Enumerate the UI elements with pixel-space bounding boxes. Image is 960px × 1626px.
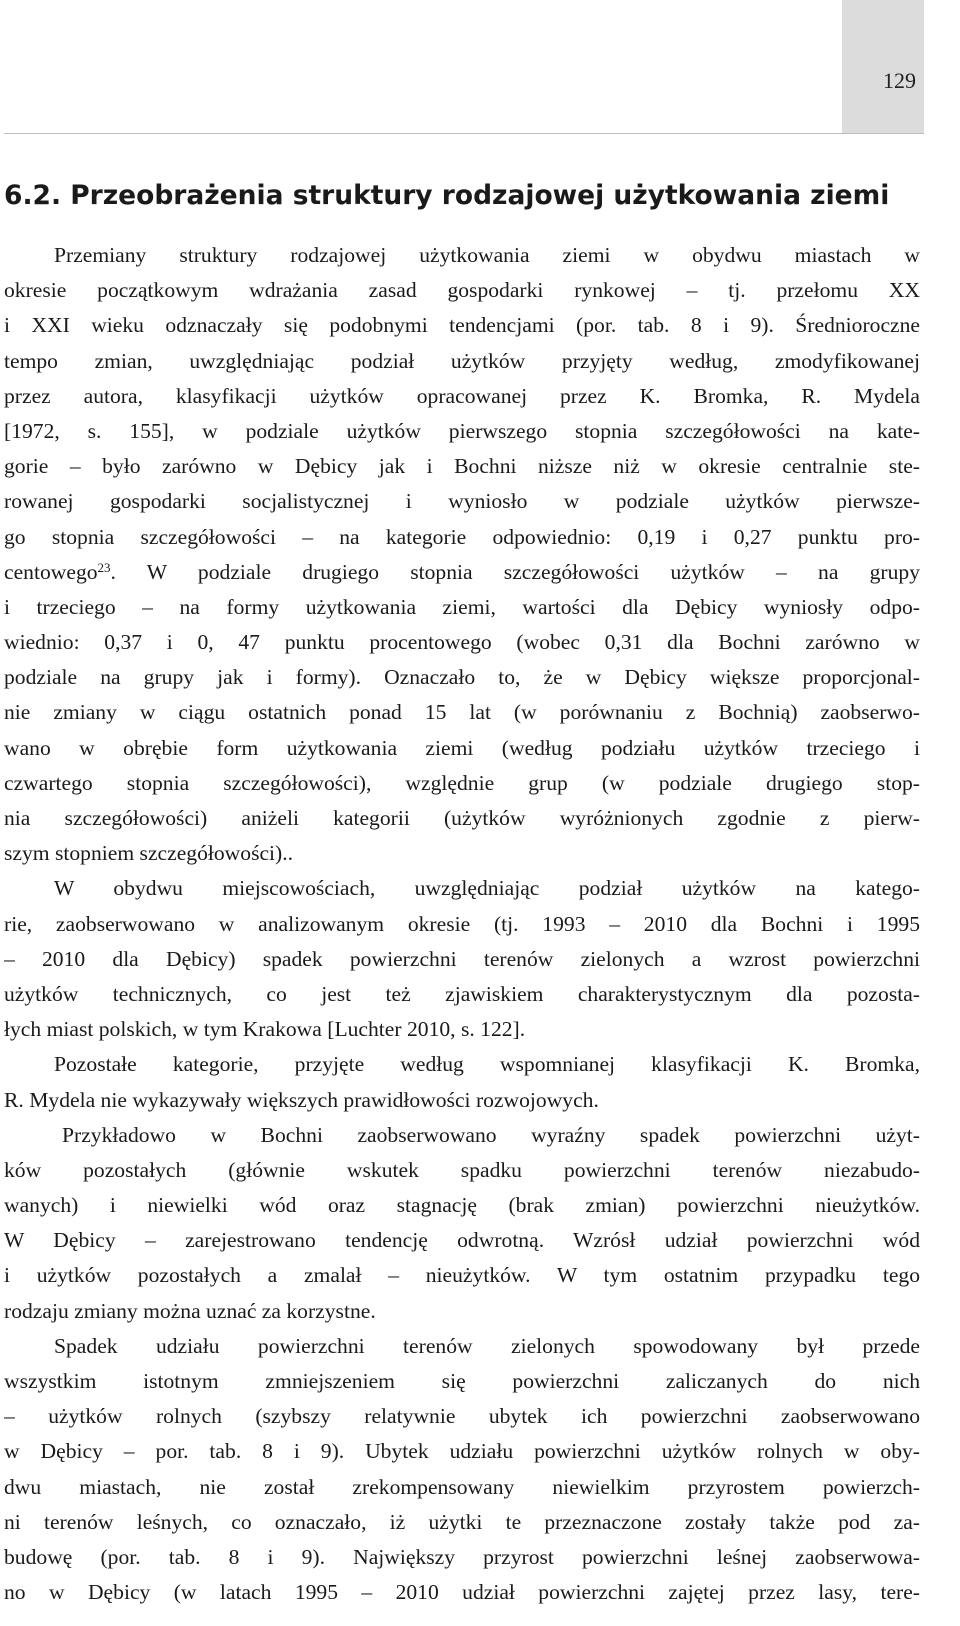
text-line: dwu miastach, nie został zrekompensowany niewielkim przyrostem powierzch-	[4, 1474, 920, 1499]
text-line: W obydwu miejscowościach, uwzględniając podział użytków na katego-	[54, 876, 920, 901]
text-line: szym stopniem szczegółowości)..	[4, 841, 294, 866]
text-fragment: . W podziale drugiego stopnia szczegółowości użytków – na grupy	[110, 559, 920, 584]
text-line: budowę (por. tab. 8 i 9). Największy przyrost powierzchni leśnej zaobserwowa-	[4, 1544, 920, 1569]
text-line: wanych) i niewielki wód oraz stagnację (brak zmian) powierzchni nieużytków.	[4, 1193, 920, 1218]
text-line: w Dębicy – por. tab. 8 i 9). Ubytek udziału powierzchni użytków rolnych w oby-	[4, 1439, 920, 1464]
text-line: go stopnia szczegółowości – na kategorie odpowiednio: 0,19 i 0,27 punktu pro-	[4, 524, 920, 549]
text-line: i użytków pozostałych a zmalał – nieużytków. W tym ostatnim przypadku tego	[4, 1263, 920, 1288]
text-line: i XXI wieku odznaczały się podobnymi tendencjami (por. tab. 8 i 9). Średnioroczne	[4, 313, 920, 338]
text-line: Przykładowo w Bochni zaobserwowano wyraźny spadek powierzchni użyt-	[62, 1122, 920, 1147]
text-line: okresie początkowym wdrażania zasad gospodarki rynkowej – tj. przełomu XX	[4, 278, 920, 303]
text-line: Spadek udziału powierzchni terenów zielonych spowodowany był przede	[54, 1333, 920, 1358]
text-line: rodzaju zmiany można uznać za korzystne.	[4, 1298, 376, 1323]
text-line: Pozostałe kategorie, przyjęte według wspomnianej klasyfikacji K. Bromka,	[54, 1052, 920, 1077]
page-number-tab	[842, 0, 924, 134]
text-line: ni terenów leśnych, co oznaczało, iż użytki te przeznaczone zostały także pod za-	[4, 1509, 920, 1534]
text-line-with-footnote	[4, 555, 920, 590]
text-line: no w Dębicy (w latach 1995 – 2010 udział powierzchni zajętej przez lasy, tere-	[4, 1580, 920, 1605]
page-number: 129	[883, 68, 916, 93]
body-text	[4, 238, 920, 1610]
text-line: – 2010 dla Dębicy) spadek powierzchni terenów zielonych a wzrost powierzchni	[4, 946, 920, 971]
text-line: W Dębicy – zarejestrowano tendencję odwrotną. Wzrósł udział powierzchni wód	[4, 1228, 920, 1253]
footnote-marker: 23	[97, 559, 111, 575]
section-title: 6.2. Przeobrażenia struktury rodzajowej użytkowania ziemi	[4, 180, 890, 211]
text-line: łych miast polskich, w tym Krakowa [Luchter 2010, s. 122].	[4, 1017, 526, 1042]
text-line: rie, zaobserwowano w analizowanym okresie (tj. 1993 – 2010 dla Bochni i 1995	[4, 911, 920, 936]
text-fragment: centowego	[4, 559, 98, 584]
text-line: użytków technicznych, co jest też zjawiskiem charakterystycznym dla pozosta-	[4, 981, 920, 1006]
text-line: [1972, s. 155], w podziale użytków pierwszego stopnia szczegółowości na kate-	[4, 418, 920, 443]
text-line: nia szczegółowości) aniżeli kategorii (użytków wyróżnionych zgodnie z pierw-	[4, 806, 920, 830]
text-line: wszystkim istotnym zmniejszeniem się powierzchni zaliczanych do nich	[4, 1369, 920, 1393]
text-line: czwartego stopnia szczegółowości), względnie grup (w podziale drugiego stop-	[4, 770, 920, 795]
text-line: i trzeciego – na formy użytkowania ziemi, wartości dla Dębicy wyniosły odpo-	[4, 594, 920, 619]
text-line: podziale na grupy jak i formy). Oznaczało to, że w Dębicy większe proporcjonal-	[4, 665, 920, 690]
text-line: gorie – było zarówno w Dębicy jak i Bochni niższe niż w okresie centralnie ste-	[4, 454, 920, 479]
header-rule	[4, 133, 924, 134]
text-line: wiednio: 0,37 i 0, 47 punktu procentowego (wobec 0,31 dla Bochni zarówno w	[4, 630, 920, 655]
text-line: rowanej gospodarki socjalistycznej i wyniosło w podziale użytków pierwsze-	[4, 489, 920, 514]
text-line: przez autora, klasyfikacji użytków opracowanej przez K. Bromka, R. Mydela	[4, 383, 920, 408]
text-line: Przemiany struktury rodzajowej użytkowania ziemi w obydwu miastach w	[54, 243, 920, 267]
text-line: wano w obrębie form użytkowania ziemi (według podziału użytków trzeciego i	[4, 735, 920, 760]
text-line: tempo zmian, uwzględniając podział użytków przyjęty według, zmodyfikowanej	[4, 348, 920, 373]
text-line: nie zmiany w ciągu ostatnich ponad 15 lat (w porównaniu z Bochnią) zaobserwo-	[4, 700, 920, 725]
text-line: R. Mydela nie wykazywały większych prawidłowości rozwojowych.	[4, 1087, 599, 1112]
text-line: – użytków rolnych (szybszy relatywnie ubytek ich powierzchni zaobserwowano	[4, 1404, 920, 1429]
text-line: ków pozostałych (głównie wskutek spadku powierzchni terenów niezabudo-	[4, 1157, 920, 1182]
